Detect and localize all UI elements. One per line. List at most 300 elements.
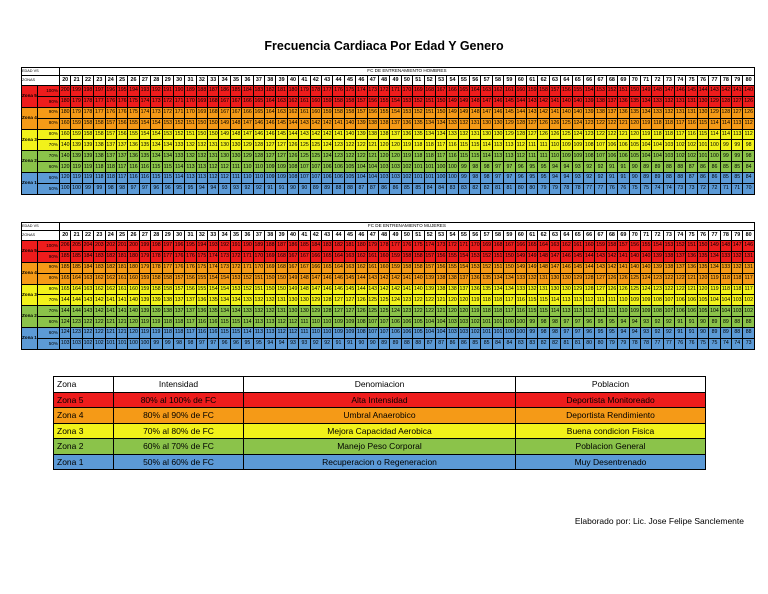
hr-value: 180	[128, 251, 139, 262]
hr-value: 102	[743, 306, 754, 317]
zone-label: Zona 4	[54, 408, 114, 424]
hr-value: 132	[185, 151, 196, 162]
hr-value: 79	[618, 339, 629, 350]
hr-value: 126	[549, 129, 560, 140]
hr-value: 83	[458, 184, 469, 195]
hr-value: 109	[265, 173, 276, 184]
hr-value: 131	[686, 107, 697, 118]
hr-value: 150	[435, 107, 446, 118]
hr-value: 73	[743, 339, 754, 350]
hr-value: 143	[367, 273, 378, 284]
hr-value: 117	[435, 151, 446, 162]
hr-value: 105	[629, 140, 640, 151]
hr-value: 168	[208, 96, 219, 107]
hr-value: 105	[413, 328, 424, 339]
hr-value: 119	[151, 328, 162, 339]
hr-value: 118	[424, 151, 435, 162]
hr-value: 104	[652, 151, 663, 162]
hr-value: 76	[618, 184, 629, 195]
hr-value: 118	[105, 162, 116, 173]
hr-value: 184	[310, 241, 321, 252]
hr-value: 140	[413, 273, 424, 284]
age-header: 67	[595, 76, 606, 86]
hr-value: 129	[709, 96, 720, 107]
zone-denomination: Manejo Peso Corporal	[244, 439, 516, 455]
hr-value: 80	[527, 184, 538, 195]
hr-value: 86	[390, 184, 401, 195]
hr-value: 129	[504, 118, 515, 129]
hr-value: 88	[413, 339, 424, 350]
hr-value: 152	[242, 284, 253, 295]
age-header: 71	[640, 76, 651, 86]
hr-row	[22, 273, 755, 284]
hr-row	[22, 162, 755, 173]
hr-value: 164	[71, 273, 82, 284]
hr-value: 158	[162, 273, 173, 284]
age-header: 32	[196, 231, 207, 241]
age-header: 34	[219, 231, 230, 241]
hr-value: 120	[378, 151, 389, 162]
hr-value: 154	[139, 118, 150, 129]
hr-value: 140	[413, 284, 424, 295]
hr-value: 101	[413, 162, 424, 173]
hr-value: 90	[629, 173, 640, 184]
hr-value: 130	[549, 284, 560, 295]
hr-value: 93	[572, 162, 583, 173]
hr-value: 127	[333, 306, 344, 317]
hr-value: 169	[265, 262, 276, 273]
hr-value: 102	[401, 173, 412, 184]
hr-value: 163	[549, 241, 560, 252]
hr-value: 177	[390, 241, 401, 252]
hr-row	[22, 140, 755, 151]
hr-value: 88	[743, 328, 754, 339]
hr-value: 137	[606, 107, 617, 118]
hr-row	[22, 295, 755, 306]
hr-value: 119	[151, 317, 162, 328]
hr-value: 111	[299, 317, 310, 328]
hr-value: 95	[538, 162, 549, 173]
hr-value: 113	[492, 140, 503, 151]
hr-value: 134	[709, 262, 720, 273]
hr-value: 129	[242, 140, 253, 151]
percent-label: 60%	[38, 328, 60, 339]
hr-value: 164	[265, 96, 276, 107]
men-heart-rate-table	[21, 67, 755, 195]
hr-value: 100	[515, 317, 526, 328]
hr-value: 133	[720, 262, 731, 273]
hr-value: 152	[606, 86, 617, 97]
hr-value: 139	[652, 251, 663, 262]
hr-value: 175	[196, 262, 207, 273]
hr-value: 155	[196, 273, 207, 284]
hr-value: 139	[139, 295, 150, 306]
hr-value: 145	[276, 118, 287, 129]
hr-value: 131	[470, 118, 481, 129]
hr-value: 88	[333, 184, 344, 195]
hr-value: 107	[663, 295, 674, 306]
hr-value: 143	[299, 118, 310, 129]
hr-value: 151	[185, 129, 196, 140]
age-header: 21	[71, 76, 82, 86]
hr-value: 158	[94, 118, 105, 129]
hr-value: 199	[139, 241, 150, 252]
hr-value: 139	[356, 118, 367, 129]
age-header: 29	[162, 231, 173, 241]
hr-value: 130	[481, 129, 492, 140]
hr-value: 119	[470, 306, 481, 317]
age-header: 24	[105, 76, 116, 86]
hr-value: 97	[139, 184, 150, 195]
hr-value: 128	[321, 295, 332, 306]
hr-value: 139	[71, 140, 82, 151]
hr-value: 98	[549, 328, 560, 339]
hr-value: 164	[333, 262, 344, 273]
hr-value: 132	[265, 306, 276, 317]
hr-value: 122	[356, 151, 367, 162]
hr-value: 188	[196, 86, 207, 97]
hr-value: 192	[219, 241, 230, 252]
hr-value: 144	[356, 284, 367, 295]
hr-value: 160	[378, 262, 389, 273]
hr-value: 103	[458, 328, 469, 339]
hr-value: 107	[367, 317, 378, 328]
hr-value: 107	[310, 162, 321, 173]
age-header: 27	[139, 76, 150, 86]
hr-value: 100	[709, 151, 720, 162]
hr-value: 163	[276, 96, 287, 107]
hr-value: 183	[94, 262, 105, 273]
age-header: 69	[618, 231, 629, 241]
hr-value: 146	[321, 284, 332, 295]
hr-value: 127	[333, 295, 344, 306]
hr-value: 160	[310, 96, 321, 107]
hr-value: 184	[82, 262, 93, 273]
hr-value: 107	[299, 162, 310, 173]
hr-value: 142	[94, 306, 105, 317]
hr-value: 98	[185, 339, 196, 350]
hr-value: 81	[504, 184, 515, 195]
hr-value: 169	[413, 86, 424, 97]
hr-value: 131	[675, 96, 686, 107]
hr-value: 160	[310, 107, 321, 118]
hr-value: 142	[390, 284, 401, 295]
hr-value: 117	[743, 273, 754, 284]
hr-value: 138	[447, 273, 458, 284]
hr-value: 112	[219, 162, 230, 173]
hr-value: 75	[697, 339, 708, 350]
hr-value: 96	[583, 328, 594, 339]
hr-value: 156	[116, 118, 127, 129]
hr-value: 87	[686, 173, 697, 184]
hr-value: 140	[561, 107, 572, 118]
hr-value: 187	[208, 86, 219, 97]
hr-value: 94	[276, 339, 287, 350]
hr-value: 98	[743, 151, 754, 162]
hr-value: 104	[720, 306, 731, 317]
hr-value: 157	[618, 241, 629, 252]
hr-value: 177	[162, 262, 173, 273]
hr-value: 86	[709, 173, 720, 184]
hr-value: 144	[71, 295, 82, 306]
hr-value: 202	[105, 241, 116, 252]
hr-value: 127	[276, 140, 287, 151]
hr-value: 121	[116, 328, 127, 339]
hr-value: 127	[595, 273, 606, 284]
hr-value: 152	[413, 96, 424, 107]
hr-value: 88	[344, 184, 355, 195]
age-header: 38	[265, 231, 276, 241]
hr-value: 140	[344, 118, 355, 129]
percent-label: 70%	[38, 306, 60, 317]
hr-value: 103	[390, 162, 401, 173]
hr-value: 88	[732, 328, 743, 339]
hr-value: 78	[572, 184, 583, 195]
hr-value: 110	[549, 140, 560, 151]
hr-value: 150	[697, 241, 708, 252]
hr-value: 135	[481, 284, 492, 295]
hr-value: 179	[71, 107, 82, 118]
hr-value: 160	[515, 86, 526, 97]
hr-value: 132	[253, 306, 264, 317]
hr-value: 122	[606, 118, 617, 129]
hr-value: 152	[481, 251, 492, 262]
hr-value: 115	[697, 118, 708, 129]
hr-value: 169	[196, 96, 207, 107]
hr-value: 132	[458, 129, 469, 140]
hr-value: 107	[378, 328, 389, 339]
hr-value: 103	[663, 151, 674, 162]
hr-value: 119	[401, 151, 412, 162]
zone-denomination: Alta Intensidad	[244, 392, 516, 408]
hr-value: 114	[720, 129, 731, 140]
hr-value: 89	[720, 328, 731, 339]
hr-value: 135	[629, 107, 640, 118]
hr-value: 116	[128, 173, 139, 184]
hr-value: 150	[208, 118, 219, 129]
hr-value: 90	[287, 184, 298, 195]
hr-value: 124	[572, 118, 583, 129]
hr-value: 128	[583, 284, 594, 295]
hr-value: 166	[515, 241, 526, 252]
hr-value: 128	[720, 96, 731, 107]
hr-value: 127	[344, 306, 355, 317]
hr-value: 86	[378, 184, 389, 195]
hr-value: 77	[663, 339, 674, 350]
hr-value: 94	[208, 184, 219, 195]
hr-value: 170	[401, 86, 412, 97]
hr-value: 87	[424, 339, 435, 350]
hr-value: 137	[675, 262, 686, 273]
hr-value: 175	[196, 251, 207, 262]
age-header: 50	[401, 231, 412, 241]
hr-value: 98	[470, 162, 481, 173]
hr-value: 149	[447, 107, 458, 118]
hr-value: 139	[82, 151, 93, 162]
hr-value: 159	[390, 262, 401, 273]
hr-value: 161	[299, 96, 310, 107]
hr-value: 135	[481, 273, 492, 284]
hr-value: 136	[686, 262, 697, 273]
corner-label: EDAD VS	[22, 223, 60, 231]
hr-value: 129	[310, 306, 321, 317]
hr-value: 117	[185, 317, 196, 328]
hr-value: 118	[720, 284, 731, 295]
hr-value: 110	[310, 328, 321, 339]
hr-value: 92	[663, 317, 674, 328]
hr-value: 154	[151, 129, 162, 140]
hr-value: 139	[583, 107, 594, 118]
hr-value: 118	[663, 118, 674, 129]
hr-value: 131	[686, 96, 697, 107]
hr-value: 89	[709, 328, 720, 339]
hr-value: 144	[71, 306, 82, 317]
hr-value: 174	[424, 241, 435, 252]
hr-value: 139	[151, 306, 162, 317]
hr-value: 129	[310, 295, 321, 306]
hr-value: 99	[732, 140, 743, 151]
hr-value: 150	[276, 284, 287, 295]
hr-value: 91	[265, 184, 276, 195]
hr-value: 114	[173, 162, 184, 173]
hr-value: 130	[299, 295, 310, 306]
hr-value: 170	[185, 107, 196, 118]
hr-value: 134	[424, 118, 435, 129]
hr-value: 120	[458, 306, 469, 317]
hr-value: 74	[720, 339, 731, 350]
hr-value: 160	[60, 129, 71, 140]
hr-value: 122	[675, 273, 686, 284]
hr-value: 147	[310, 273, 321, 284]
hr-value: 99	[151, 339, 162, 350]
hr-value: 128	[253, 151, 264, 162]
hr-value: 158	[151, 284, 162, 295]
hr-value: 117	[504, 306, 515, 317]
age-header: 26	[128, 76, 139, 86]
hr-value: 150	[504, 251, 515, 262]
hr-value: 122	[595, 118, 606, 129]
hr-value: 101	[481, 328, 492, 339]
hr-value: 113	[572, 306, 583, 317]
hr-value: 98	[538, 328, 549, 339]
hr-value: 129	[504, 129, 515, 140]
hr-value: 126	[618, 284, 629, 295]
age-header: 37	[253, 76, 264, 86]
hr-value: 108	[356, 317, 367, 328]
hr-value: 156	[116, 129, 127, 140]
hr-value: 151	[686, 241, 697, 252]
hr-value: 167	[435, 86, 446, 97]
hr-value: 122	[94, 328, 105, 339]
hr-value: 119	[82, 162, 93, 173]
hr-value: 108	[583, 151, 594, 162]
hr-value: 136	[470, 284, 481, 295]
hr-value: 179	[139, 262, 150, 273]
hr-value: 113	[561, 295, 572, 306]
hr-value: 79	[549, 184, 560, 195]
hr-value: 138	[663, 262, 674, 273]
age-row	[22, 76, 755, 86]
hr-value: 193	[208, 241, 219, 252]
zone-population: Poblacion General	[516, 439, 706, 455]
hr-value: 156	[367, 107, 378, 118]
hr-value: 120	[60, 162, 71, 173]
hr-value: 99	[162, 339, 173, 350]
hr-value: 118	[162, 317, 173, 328]
hr-value: 108	[652, 295, 663, 306]
hr-value: 122	[675, 284, 686, 295]
hr-value: 154	[208, 284, 219, 295]
hr-value: 94	[196, 184, 207, 195]
hr-value: 170	[253, 262, 264, 273]
hr-value: 152	[173, 129, 184, 140]
hr-value: 159	[71, 129, 82, 140]
hr-value: 80	[515, 184, 526, 195]
hr-value: 147	[242, 129, 253, 140]
age-header: 52	[424, 231, 435, 241]
hr-value: 152	[413, 107, 424, 118]
hr-value: 115	[538, 295, 549, 306]
hr-value: 118	[720, 273, 731, 284]
hr-value: 166	[447, 86, 458, 97]
hr-value: 134	[230, 306, 241, 317]
hr-value: 115	[219, 328, 230, 339]
hr-value: 153	[470, 262, 481, 273]
hr-value: 82	[538, 339, 549, 350]
hr-value: 101	[697, 140, 708, 151]
hr-value: 176	[116, 96, 127, 107]
hr-value: 129	[572, 273, 583, 284]
hr-value: 99	[732, 151, 743, 162]
hr-value: 89	[652, 162, 663, 173]
age-header: 46	[356, 231, 367, 241]
hr-value: 118	[413, 140, 424, 151]
hr-value: 134	[504, 284, 515, 295]
hr-value: 120	[447, 306, 458, 317]
hr-value: 151	[253, 284, 264, 295]
hr-value: 136	[401, 118, 412, 129]
hr-value: 206	[60, 241, 71, 252]
hr-value: 118	[424, 140, 435, 151]
hr-value: 94	[561, 173, 572, 184]
hr-value: 106	[401, 317, 412, 328]
hr-value: 168	[276, 262, 287, 273]
hr-value: 163	[481, 86, 492, 97]
age-header: 26	[128, 231, 139, 241]
hr-value: 76	[675, 339, 686, 350]
hr-value: 148	[470, 96, 481, 107]
hr-value: 133	[652, 96, 663, 107]
hr-value: 148	[720, 241, 731, 252]
hr-value: 162	[492, 86, 503, 97]
hr-value: 110	[321, 328, 332, 339]
age-header: 80	[743, 76, 754, 86]
hr-value: 119	[82, 173, 93, 184]
hr-value: 84	[492, 339, 503, 350]
hr-value: 95	[242, 339, 253, 350]
hr-value: 140	[629, 262, 640, 273]
hr-value: 91	[344, 339, 355, 350]
hr-value: 158	[82, 129, 93, 140]
hr-value: 76	[606, 184, 617, 195]
hr-value: 158	[162, 284, 173, 295]
hr-value: 127	[527, 118, 538, 129]
hr-value: 167	[287, 251, 298, 262]
hr-value: 100	[435, 162, 446, 173]
hr-value: 157	[105, 129, 116, 140]
zone-label: Zona 5	[54, 392, 114, 408]
hr-value: 138	[435, 273, 446, 284]
